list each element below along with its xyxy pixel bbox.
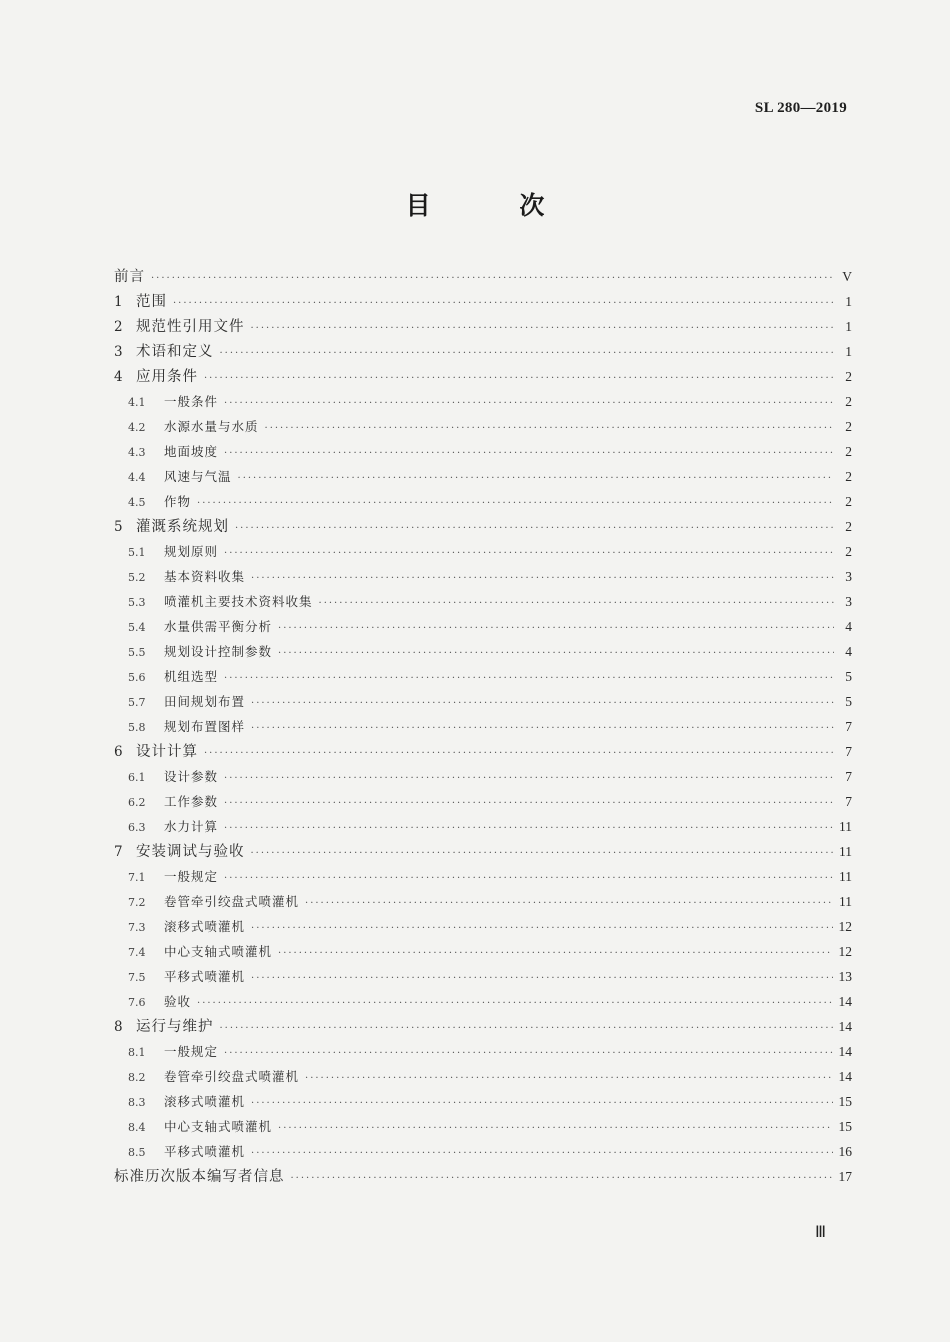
dot-leader <box>251 316 835 341</box>
dot-leader <box>224 816 833 841</box>
toc-entry[interactable] <box>114 1064 852 1089</box>
toc-entry-page: 7 <box>845 769 852 784</box>
dot-leader <box>224 766 834 791</box>
toc-entry-number: 5.8 <box>128 721 146 734</box>
toc-entry-page: 14 <box>838 1069 852 1084</box>
toc-entry-number: 7.1 <box>128 871 146 884</box>
toc-entry[interactable] <box>114 639 852 664</box>
toc-entry-label: 中心支轴式喷灌机 <box>164 1119 273 1134</box>
toc-entry-number: 8.5 <box>128 1146 146 1159</box>
toc-entry-number: 5.2 <box>128 571 146 584</box>
toc-entry-label: 卷管牵引绞盘式喷灌机 <box>164 1069 300 1084</box>
toc-entry[interactable] <box>114 789 852 814</box>
toc-entry-label: 风速与气温 <box>164 469 232 484</box>
toc-entry-number: 7 <box>114 844 123 860</box>
dot-leader <box>251 566 834 591</box>
toc-entry[interactable] <box>114 414 852 439</box>
toc-entry[interactable] <box>114 564 852 589</box>
toc-entry-number: 5.4 <box>128 621 146 634</box>
toc-entry-label: 平移式喷灌机 <box>164 1144 246 1159</box>
toc-entry[interactable] <box>114 964 852 989</box>
table-of-contents <box>114 264 852 1189</box>
toc-entry[interactable] <box>114 689 852 714</box>
toc-entry-label: 一般规定 <box>164 1044 219 1059</box>
dot-leader <box>278 941 832 966</box>
toc-entry-number: 2 <box>114 319 123 335</box>
toc-entry[interactable] <box>114 589 852 614</box>
dot-leader <box>151 266 834 291</box>
toc-entry-page: 7 <box>845 719 852 734</box>
dot-leader <box>291 1166 833 1191</box>
toc-entry-page: 17 <box>838 1169 852 1184</box>
dot-leader <box>197 491 834 516</box>
toc-entry-page: 2 <box>845 494 852 509</box>
dot-leader <box>224 391 834 416</box>
toc-entry-number: 8.1 <box>128 1046 146 1059</box>
toc-entry-label: 喷灌机主要技术资料收集 <box>164 594 313 609</box>
toc-entry-page: 11 <box>839 844 852 859</box>
toc-entry[interactable] <box>114 339 852 364</box>
toc-entry-page: 11 <box>839 819 852 834</box>
toc-entry-page: 5 <box>845 669 852 684</box>
dot-leader <box>265 416 834 441</box>
toc-entry-label: 水量供需平衡分析 <box>164 619 273 634</box>
toc-entry[interactable] <box>114 939 852 964</box>
toc-entry-label: 滚移式喷灌机 <box>164 1094 246 1109</box>
toc-entry[interactable] <box>114 1039 852 1064</box>
toc-entry-page: 13 <box>838 969 852 984</box>
toc-entry[interactable] <box>114 714 852 739</box>
toc-entry-label: 一般条件 <box>164 394 219 409</box>
toc-entry[interactable] <box>114 914 852 939</box>
toc-entry[interactable] <box>114 664 852 689</box>
toc-title: 目 次 <box>405 191 585 220</box>
toc-entry-label: 水力计算 <box>164 819 219 834</box>
toc-entry[interactable] <box>114 889 852 914</box>
toc-entry-label: 规划原则 <box>164 544 219 559</box>
toc-entry-number: 7.5 <box>128 971 146 984</box>
toc-entry-page: 15 <box>838 1119 852 1134</box>
toc-entry[interactable] <box>114 439 852 464</box>
toc-entry-page: 1 <box>845 294 852 309</box>
dot-leader <box>238 466 834 491</box>
standard-code: SL 280—2019 <box>754 100 847 116</box>
dot-leader <box>224 1041 832 1066</box>
toc-entry-label: 运行与维护 <box>136 1019 214 1035</box>
toc-entry-page: 4 <box>845 644 852 659</box>
toc-entry-page: 14 <box>838 1044 852 1059</box>
dot-leader <box>278 616 834 641</box>
toc-entry-number: 1 <box>114 294 123 310</box>
toc-entry-label: 工作参数 <box>164 794 219 809</box>
toc-entry-number: 8.4 <box>128 1121 146 1134</box>
toc-entry-page: 12 <box>838 919 852 934</box>
dot-leader <box>235 516 834 541</box>
toc-entry[interactable] <box>114 1089 852 1114</box>
toc-entry[interactable] <box>114 739 852 764</box>
toc-entry-page: 7 <box>845 744 852 759</box>
toc-entry-page: 2 <box>845 369 852 384</box>
dot-leader <box>224 441 834 466</box>
toc-entry-label: 滚移式喷灌机 <box>164 919 246 934</box>
dot-leader <box>220 1016 833 1041</box>
toc-entry-number: 5.6 <box>128 671 146 684</box>
dot-leader <box>204 741 834 766</box>
toc-entry-number: 4 <box>114 369 123 385</box>
toc-entry-label: 水源水量与水质 <box>164 419 259 434</box>
toc-entry-page: 15 <box>838 1094 852 1109</box>
toc-entry-label: 验收 <box>164 994 192 1009</box>
dot-leader <box>278 1116 832 1141</box>
toc-entry-label: 应用条件 <box>136 369 198 385</box>
toc-entry-label: 标准历次版本编写者信息 <box>114 1169 285 1185</box>
toc-entry-label: 规范性引用文件 <box>136 319 245 335</box>
toc-entry-number: 7.2 <box>128 896 146 909</box>
toc-entry-page: 11 <box>839 894 852 909</box>
toc-entry-page: 16 <box>838 1144 852 1159</box>
toc-entry-number: 5 <box>114 519 123 535</box>
toc-entry-label: 安装调试与验收 <box>136 844 245 860</box>
dot-leader <box>251 841 834 866</box>
toc-entry-page: 2 <box>845 394 852 409</box>
toc-entry-number: 5.7 <box>128 696 146 709</box>
toc-entry-label: 规划设计控制参数 <box>164 644 273 659</box>
toc-entry-page: 14 <box>838 1019 852 1034</box>
toc-entry-label: 前言 <box>114 269 145 285</box>
toc-entry-number: 6.3 <box>128 821 146 834</box>
toc-entry-number: 6.2 <box>128 796 146 809</box>
toc-entry[interactable] <box>114 514 852 539</box>
toc-entry-number: 7.6 <box>128 996 146 1009</box>
dot-leader <box>305 1066 832 1091</box>
toc-entry-page: V <box>842 269 852 284</box>
dot-leader <box>204 366 834 391</box>
toc-entry-number: 4.3 <box>128 446 146 459</box>
toc-entry-number: 3 <box>114 344 123 360</box>
toc-entry-number: 4.4 <box>128 471 146 484</box>
dot-leader <box>251 691 834 716</box>
dot-leader <box>319 591 834 616</box>
toc-entry-label: 设计计算 <box>136 744 198 760</box>
toc-entry-page: 7 <box>845 794 852 809</box>
dot-leader <box>251 916 832 941</box>
toc-entry-label: 地面坡度 <box>164 444 219 459</box>
toc-entry-page: 2 <box>845 419 852 434</box>
toc-entry-number: 8.2 <box>128 1071 146 1084</box>
toc-entry-page: 3 <box>845 594 852 609</box>
toc-entry[interactable] <box>114 264 852 289</box>
toc-entry-page: 5 <box>845 694 852 709</box>
toc-entry[interactable] <box>114 614 852 639</box>
toc-entry[interactable] <box>114 814 852 839</box>
dot-leader <box>305 891 833 916</box>
toc-entry[interactable] <box>114 989 852 1014</box>
toc-entry[interactable] <box>114 1164 852 1189</box>
toc-entry-page: 3 <box>845 569 852 584</box>
toc-entry-label: 卷管牵引绞盘式喷灌机 <box>164 894 300 909</box>
toc-entry-page: 2 <box>845 519 852 534</box>
toc-entry[interactable] <box>114 314 852 339</box>
page-number: Ⅲ <box>814 1224 826 1241</box>
dot-leader <box>224 866 833 891</box>
toc-entry[interactable] <box>114 489 852 514</box>
toc-entry-label: 设计参数 <box>164 769 219 784</box>
toc-entry-number: 7.3 <box>128 921 146 934</box>
dot-leader <box>220 341 835 366</box>
dot-leader <box>173 291 834 316</box>
dot-leader <box>278 641 834 666</box>
dot-leader <box>251 966 832 991</box>
toc-entry[interactable] <box>114 764 852 789</box>
toc-entry-number: 4.2 <box>128 421 146 434</box>
toc-entry[interactable] <box>114 289 852 314</box>
toc-entry-label: 中心支轴式喷灌机 <box>164 944 273 959</box>
toc-entry-page: 14 <box>838 994 852 1009</box>
toc-entry[interactable] <box>114 1139 852 1164</box>
dot-leader <box>224 666 834 691</box>
toc-entry-number: 7.4 <box>128 946 146 959</box>
toc-entry[interactable] <box>114 389 852 414</box>
toc-entry-label: 田间规划布置 <box>164 694 246 709</box>
toc-entry-label: 基本资料收集 <box>164 569 246 584</box>
dot-leader <box>251 1141 832 1166</box>
toc-entry-page: 2 <box>845 444 852 459</box>
toc-entry-number: 8 <box>114 1019 123 1035</box>
dot-leader <box>251 716 834 741</box>
toc-entry-number: 5.1 <box>128 546 146 559</box>
dot-leader <box>224 791 834 816</box>
toc-entry-number: 5.5 <box>128 646 146 659</box>
toc-entry[interactable] <box>114 464 852 489</box>
dot-leader <box>197 991 832 1016</box>
toc-entry-label: 作物 <box>164 494 192 509</box>
toc-entry-number: 6.1 <box>128 771 146 784</box>
toc-entry[interactable] <box>114 839 852 864</box>
toc-entry-page: 1 <box>845 319 852 334</box>
toc-entry-page: 4 <box>845 619 852 634</box>
toc-entry-label: 一般规定 <box>164 869 219 884</box>
dot-leader <box>251 1091 832 1116</box>
toc-entry-page: 2 <box>845 544 852 559</box>
toc-entry-page: 1 <box>845 344 852 359</box>
dot-leader <box>224 541 834 566</box>
toc-entry-label: 机组选型 <box>164 669 219 684</box>
toc-entry-page: 2 <box>845 469 852 484</box>
toc-entry-number: 4.1 <box>128 396 146 409</box>
toc-entry-label: 平移式喷灌机 <box>164 969 246 984</box>
toc-entry[interactable] <box>114 1114 852 1139</box>
toc-entry-number: 5.3 <box>128 596 146 609</box>
toc-entry[interactable] <box>114 864 852 889</box>
toc-entry-page: 12 <box>838 944 852 959</box>
toc-entry-label: 范围 <box>136 294 167 310</box>
toc-entry-label: 灌溉系统规划 <box>136 519 229 535</box>
toc-entry[interactable] <box>114 539 852 564</box>
toc-entry-number: 8.3 <box>128 1096 146 1109</box>
toc-entry-number: 4.5 <box>128 496 146 509</box>
toc-entry[interactable] <box>114 1014 852 1039</box>
toc-entry-page: 11 <box>839 869 852 884</box>
toc-entry-label: 术语和定义 <box>136 344 214 360</box>
toc-entry[interactable] <box>114 364 852 389</box>
toc-entry-label: 规划布置图样 <box>164 719 246 734</box>
toc-entry-number: 6 <box>114 744 123 760</box>
